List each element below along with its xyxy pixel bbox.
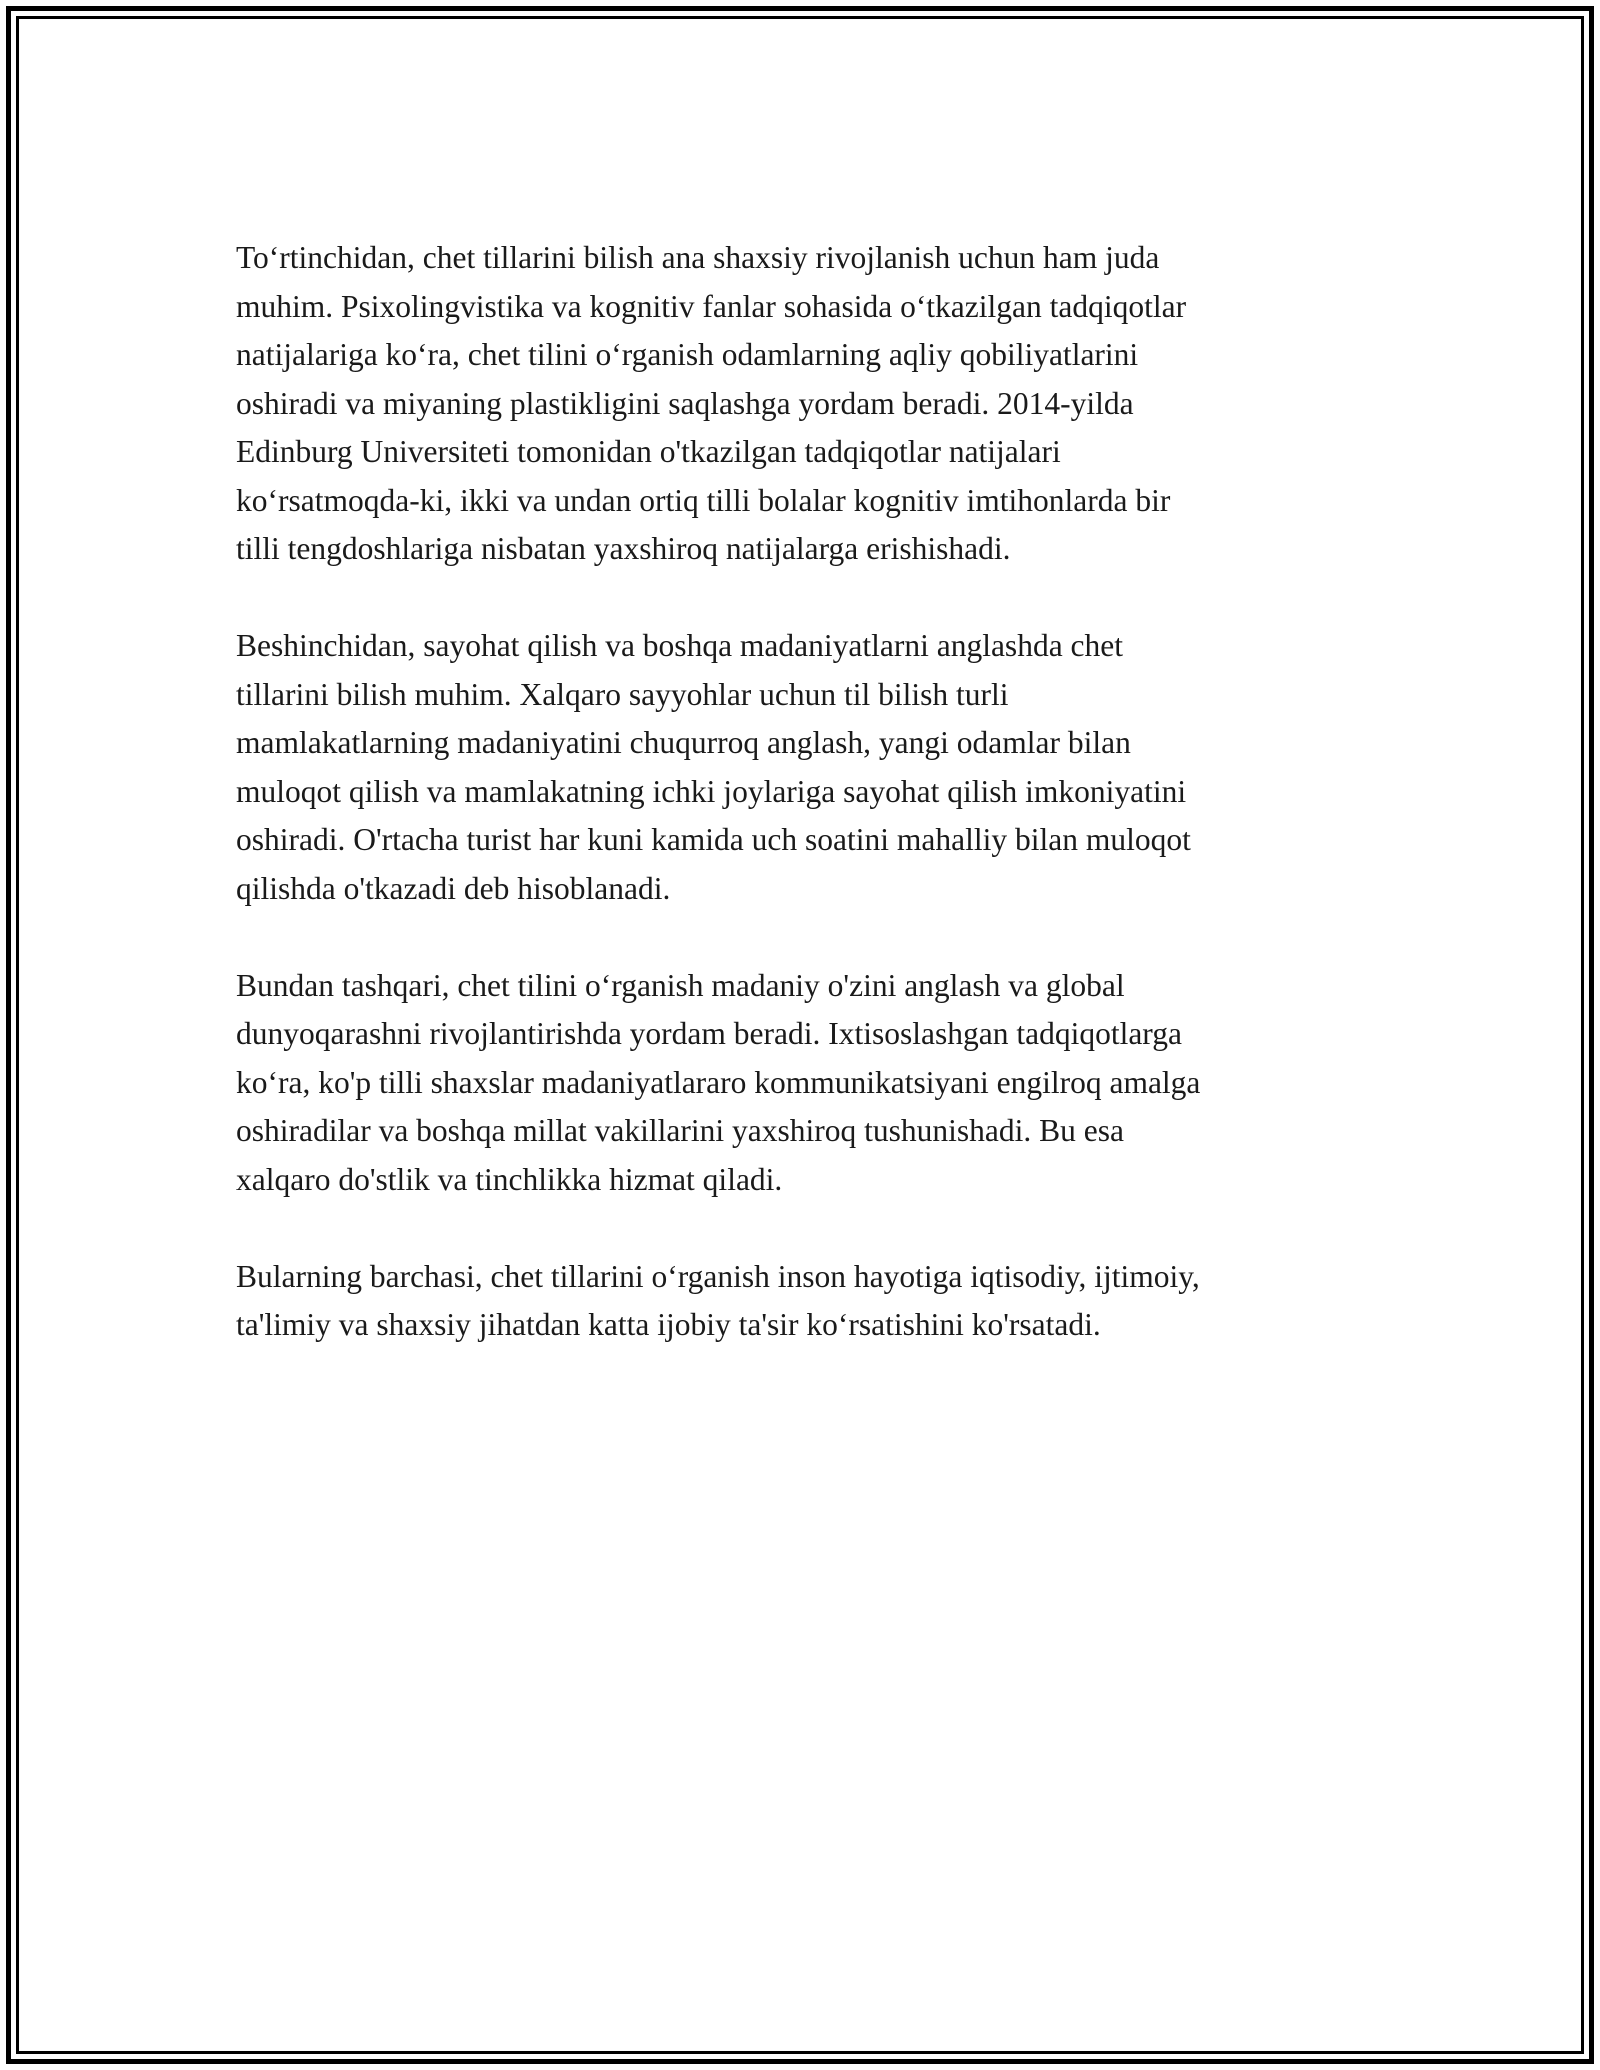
text-line: Edinburg Universiteti tomonidan o'tkazilgan tadqiqotlar natijalari xyxy=(236,434,1061,469)
text-line: oshiradilar va boshqa millat vakillarini yaxshiroq tushunishadi. Bu esa xyxy=(236,1113,1124,1148)
text-line: tillarini bilish muhim. Xalqaro sayyohlar uchun til bilish turli xyxy=(236,676,1009,712)
paragraph-1 xyxy=(236,234,1376,574)
text-line: qilishda o'tkazadi deb hisoblanadi. xyxy=(236,870,671,906)
text-line: oshiradi va miyaning plastikligini saqlashga yordam beradi. 2014-yilda xyxy=(236,385,1134,421)
text-line: xalqaro do'stlik va tinchlikka hizmat qiladi. xyxy=(236,1161,783,1197)
text-line: ko‘rsatmoqda-ki, ikki va undan ortiq tilli bolalar kognitiv imtihonlarda bir xyxy=(236,482,1171,518)
text-line: ta'limiy va shaxsiy jihatdan katta ijobiy ta'sir ko‘rsatishini ko'rsatadi. xyxy=(236,1307,1101,1342)
text-line: natijalariga ko‘ra, chet tilini o‘rganish odamlarning aqliy qobiliyatlarini xyxy=(236,337,1139,372)
text-line: ko‘ra, ko'p tilli shaxslar madaniyatlararo kommunikatsiyani engilroq amalga xyxy=(236,1064,1201,1100)
paragraph-3 xyxy=(236,962,1376,1205)
text-line: Bularning barchasi, chet tillarini o‘rganish inson hayotiga iqtisodiy, ijtimoiy, xyxy=(236,1258,1200,1294)
text-line: tilli tengdoshlariga nisbatan yaxshiroq natijalarga erishishadi. xyxy=(236,531,1011,566)
paragraph-4 xyxy=(236,1253,1376,1350)
text-line: muhim. Psixolingvistika va kognitiv fanlar sohasida o‘tkazilgan tadqiqotlar xyxy=(236,288,1187,324)
document-body xyxy=(236,234,1376,1350)
text-line: muloqot qilish va mamlakatning ichki joylariga sayohat qilish imkoniyatini xyxy=(236,773,1187,809)
text-line: Bundan tashqari, chet tilini o‘rganish madaniy o'zini anglash va global xyxy=(236,967,1125,1003)
text-line: mamlakatlarning madaniyatini chuqurroq anglash, yangi odamlar bilan xyxy=(236,725,1131,760)
text-line: To‘rtinchidan, chet tillarini bilish ana shaxsiy rivojlanish uchun ham juda xyxy=(236,240,1160,275)
paragraph-2 xyxy=(236,622,1376,913)
text-line: dunyoqarashni rivojlantirishda yordam beradi. Ixtisoslashgan tadqiqotlarga xyxy=(236,1016,1182,1051)
text-line: oshiradi. O'rtacha turist har kuni kamida uch soatini mahalliy bilan muloqot xyxy=(236,822,1191,857)
text-line: Beshinchidan, sayohat qilish va boshqa madaniyatlarni anglashda chet xyxy=(236,628,1124,663)
